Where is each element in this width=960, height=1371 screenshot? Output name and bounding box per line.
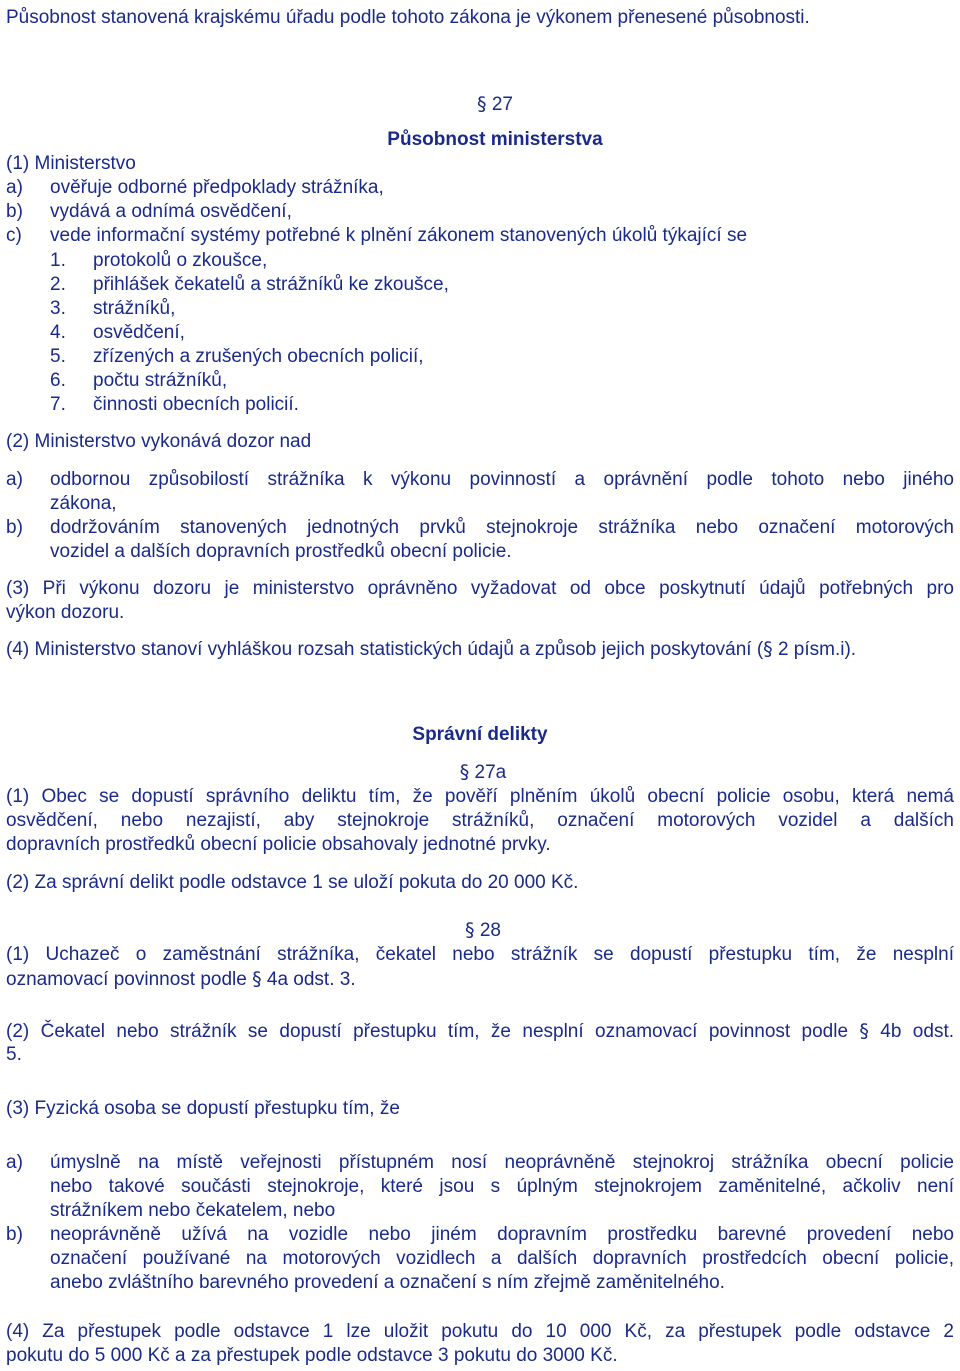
s28-p3-item-a-label: a) [6, 1152, 23, 1173]
numbered-item-text: protokolů o zkoušce, [93, 250, 268, 271]
s28-p1-line2: oznamovací povinnost podle § 4a odst. 3. [6, 968, 356, 990]
s28-p3-item-a-line2: nebo takové součásti stejnokroje, které jsou s úplným stejnokrojem zaměnitelné, ačkoliv není [50, 1176, 954, 1197]
s28-p3-item-b-line2: označení používané na motorových vozidlech a dalších dopravních prostředcích obecní policie, [50, 1248, 954, 1269]
section-sign-icon: § [763, 638, 773, 660]
s28-p3-item-a-line3: strážníkem nebo čekatelem, nebo [50, 1200, 336, 1221]
section-sign-icon: § [465, 919, 475, 941]
s27-p2-item-a-line1: odbornou způsobilostí strážníka k výkonu povinností a oprávnění podle tohoto nebo jiného [50, 469, 954, 490]
s27a-p1-line3: dopravních prostředků obecní policie obsahovaly jednotné prvky. [6, 834, 551, 855]
intro-paragraph: Působnost stanovená krajskému úřadu podle tohoto zákona je výkonem přenesené působnosti. [6, 7, 810, 28]
numbered-item-number: 7. [50, 394, 66, 415]
s28-p3-intro: (3) Fyzická osoba se dopustí přestupku tím, že [6, 1098, 400, 1119]
s27-p1-intro: (1) Ministerstvo [6, 153, 136, 174]
section-27-number: § 27 [477, 93, 513, 115]
section-28-number: § 28 [465, 919, 501, 941]
s27-p2-item-b-line2: vozidel a dalších dopravních prostředků obecní policie. [50, 541, 512, 562]
s28-p3-item-b-label: b) [6, 1224, 23, 1245]
s28-p4-line2: pokutu do 5 000 Kč a za přestupek podle odstavce 3 pokutu do 3000 Kč. [6, 1345, 618, 1366]
numbered-item-number: 6. [50, 370, 66, 391]
numbered-item-text: zřízených a zrušených obecních policií, [93, 346, 424, 367]
numbered-item-text: osvědčení, [93, 322, 185, 343]
s27-p2-item-a-label: a) [6, 469, 23, 490]
section-27a-number: § 27a [459, 761, 507, 783]
s27-p2-intro: (2) Ministerstvo vykonává dozor nad [6, 431, 312, 452]
numbered-item-text: strážníků, [93, 298, 176, 319]
s27-p3-line2: výkon dozoru. [6, 602, 125, 623]
numbered-item-number: 5. [50, 346, 66, 367]
s27a-p1-line1: (1) Obec se dopustí správního deliktu tím, že pověří plněním úkolů obecní policie osobu, která nemá [6, 786, 954, 807]
s27-p1-item-a-text: ověřuje odborné předpoklady strážníka, [50, 177, 384, 198]
s27-p2-item-a-line2: zákona, [50, 493, 117, 514]
section-sign-icon: § [459, 761, 470, 783]
s27-p1-item-c-text: vede informační systémy potřebné k plnění zákonem stanovených úkolů týkající se [50, 225, 748, 246]
s28-p1-line1: (1) Uchazeč o zaměstnání strážníka, čekatel nebo strážník se dopustí přestupku tím, že nesplní [6, 944, 954, 965]
s28-p3-item-b-line1: neoprávněně užívá na vozidle nebo jiném dopravním prostředku barevné provedení nebo [50, 1224, 954, 1245]
s28-p2-line2: 5. [6, 1044, 22, 1065]
numbered-item-text: počtu strážníků, [93, 370, 228, 391]
s28-p4-line1: (4) Za přestupek podle odstavce 1 lze uložit pokutu do 10 000 Kč, za přestupek podle odstavce 2 [6, 1321, 954, 1342]
s27-p2-item-b-line1: dodržováním stanovených jednotných prvků stejnokroje strážníka nebo označení motorových [50, 517, 954, 538]
s28-p2-line1: (2) Čekatel nebo strážník se dopustí přestupku tím, že nesplní oznamovací povinnost podle § 4b odst. [6, 1020, 954, 1042]
s27-p1-item-c-label: c) [6, 225, 22, 246]
numbered-item-number: 4. [50, 322, 66, 343]
s28-p3-item-b-line3: anebo zvláštního barevného provedení a označení s ním zřejmě zaměnitelného. [50, 1272, 725, 1293]
numbered-item-text: přihlášek čekatelů a strážníků ke zkoušce, [93, 274, 449, 295]
spravni-delikty-heading: Správní delikty [412, 724, 548, 745]
numbered-item-number: 2. [50, 274, 66, 295]
s27-p1-item-b-text: vydává a odnímá osvědčení, [50, 201, 292, 222]
section-27-heading: Působnost ministerstva [387, 129, 603, 150]
s27-p3-line1: (3) Při výkonu dozoru je ministerstvo oprávněno vyžadovat od obce poskytnutí údajů potřebných pro [6, 578, 954, 599]
s27a-p1-line2: osvědčení, nebo nezajistí, aby stejnokroje strážníků, označení motorových vozidel a dalších [6, 810, 954, 831]
numbered-item-number: 3. [50, 298, 66, 319]
s28-p3-item-a-line1: úmyslně na místě veřejnosti přístupném nosí neoprávněně stejnokroj strážníka obecní policie [50, 1152, 954, 1173]
numbered-item-text: činnosti obecních policií. [93, 394, 299, 415]
s27-p1-item-a-label: a) [6, 177, 23, 198]
s27-p2-item-b-label: b) [6, 517, 23, 538]
section-sign-icon: § [477, 93, 487, 115]
section-sign-icon: § [859, 1020, 869, 1042]
s27-p1-item-b-label: b) [6, 201, 23, 222]
numbered-item-number: 1. [50, 250, 66, 271]
section-sign-icon: § [252, 968, 262, 990]
s27a-p2: (2) Za správní delikt podle odstavce 1 se uloží pokuta do 20 000 Kč. [6, 872, 579, 893]
s27-p4: (4) Ministerstvo stanoví vyhláškou rozsah statistických údajů a způsob jejich poskytování (§ 2 písm.i). [6, 638, 857, 660]
